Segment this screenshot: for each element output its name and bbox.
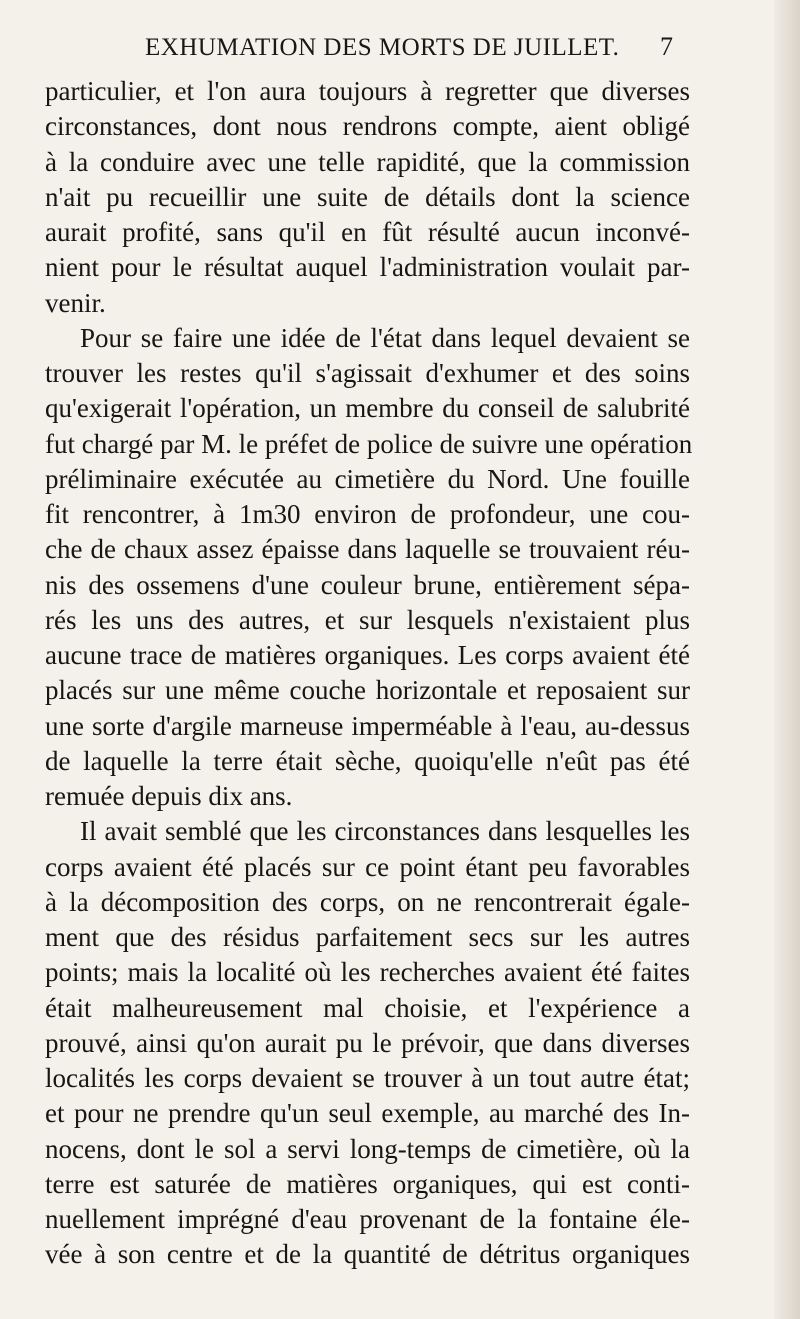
text-line: à la conduire avec une telle rapidité, que la commission — [45, 146, 690, 177]
text-line: ment que des résidus parfaitement secs sur les autres — [45, 922, 690, 952]
text-line: corps avaient été placés sur ce point étant peu favorables — [45, 851, 690, 882]
text-line: à la décomposition des corps, on ne rencontrerait égale- — [45, 886, 690, 917]
text-line: vée à son centre et de la quantité de détritus organiques — [45, 1239, 690, 1270]
text-line: nient pour le résultat auquel l'administration voulait par- — [45, 252, 690, 283]
running-head: EXHUMATION DES MORTS DE JUILLET. — [145, 34, 620, 61]
text-line: une sorte d'argile marneuse imperméable à l'eau, au-dessus — [45, 710, 690, 741]
text-line: et pour ne prendre qu'un seul exemple, au marché des In- — [45, 1098, 690, 1129]
text-line: de laquelle la terre était sèche, quoiqu'elle n'eût pas été — [45, 745, 690, 776]
text-line: fut chargé par M. le préfet de police de suivre une opération — [45, 428, 693, 459]
text-line: prouvé, ainsi qu'on aurait pu le prévoir, que dans diverses — [45, 1027, 690, 1058]
text-line: était malheureusement mal choisie, et l'expérience a — [45, 992, 690, 1023]
paragraph-start-line: Il avait semblé que les circonstances dans lesquelles les — [80, 816, 690, 847]
text-line: remuée depuis dix ans. — [45, 781, 293, 811]
text-line: nuellement imprégné d'eau provenant de la fontaine éle- — [45, 1204, 690, 1234]
text-line: terre est saturée de matières organiques, qui est conti- — [45, 1168, 690, 1199]
facing-page-edge — [774, 0, 800, 1319]
text-line: qu'exigerait l'opération, un membre du conseil de salubrité — [45, 393, 690, 424]
text-line: nocens, dont le sol a servi long-temps de cimetière, où la — [45, 1133, 690, 1164]
text-line: n'ait pu recueillir une suite de détails dont la science — [45, 181, 690, 212]
text-line: che de chaux assez épaisse dans laquelle se trouvaient réu- — [45, 534, 690, 565]
text-line: préliminaire exécutée au cimetière du Nord. Une fouille — [45, 463, 690, 494]
page-header — [0, 30, 800, 70]
paragraph-start-line: Pour se faire une idée de l'état dans lequel devaient se — [80, 322, 690, 353]
text-line: aucune trace de matières organiques. Les corps avaient été — [45, 640, 690, 670]
text-line: points; mais la localité où les recherches avaient été faites — [45, 957, 690, 988]
text-line: fit rencontrer, à 1m30 environ de profondeur, une cou- — [45, 499, 690, 529]
text-line: trouver les restes qu'il s'agissait d'exhumer et des soins — [45, 358, 690, 388]
text-line: venir. — [45, 287, 106, 318]
text-line: rés les uns des autres, et sur lesquels n'existaient plus — [45, 604, 690, 635]
page-number: 7 — [660, 32, 673, 61]
text-line: particulier, et l'on aura toujours à regretter que diverses — [45, 76, 690, 106]
text-line: localités les corps devaient se trouver à un tout autre état; — [45, 1063, 690, 1093]
text-line: nis des ossemens d'une couleur brune, entièrement sépa- — [45, 569, 690, 600]
text-line: aurait profité, sans qu'il en fût résulté aucun inconvé- — [45, 217, 690, 247]
text-line: placés sur une même couche horizontale et reposaient sur — [45, 675, 690, 706]
text-line: circonstances, dont nous rendrons compte, aient obligé — [45, 111, 690, 142]
body-text — [45, 74, 693, 1273]
